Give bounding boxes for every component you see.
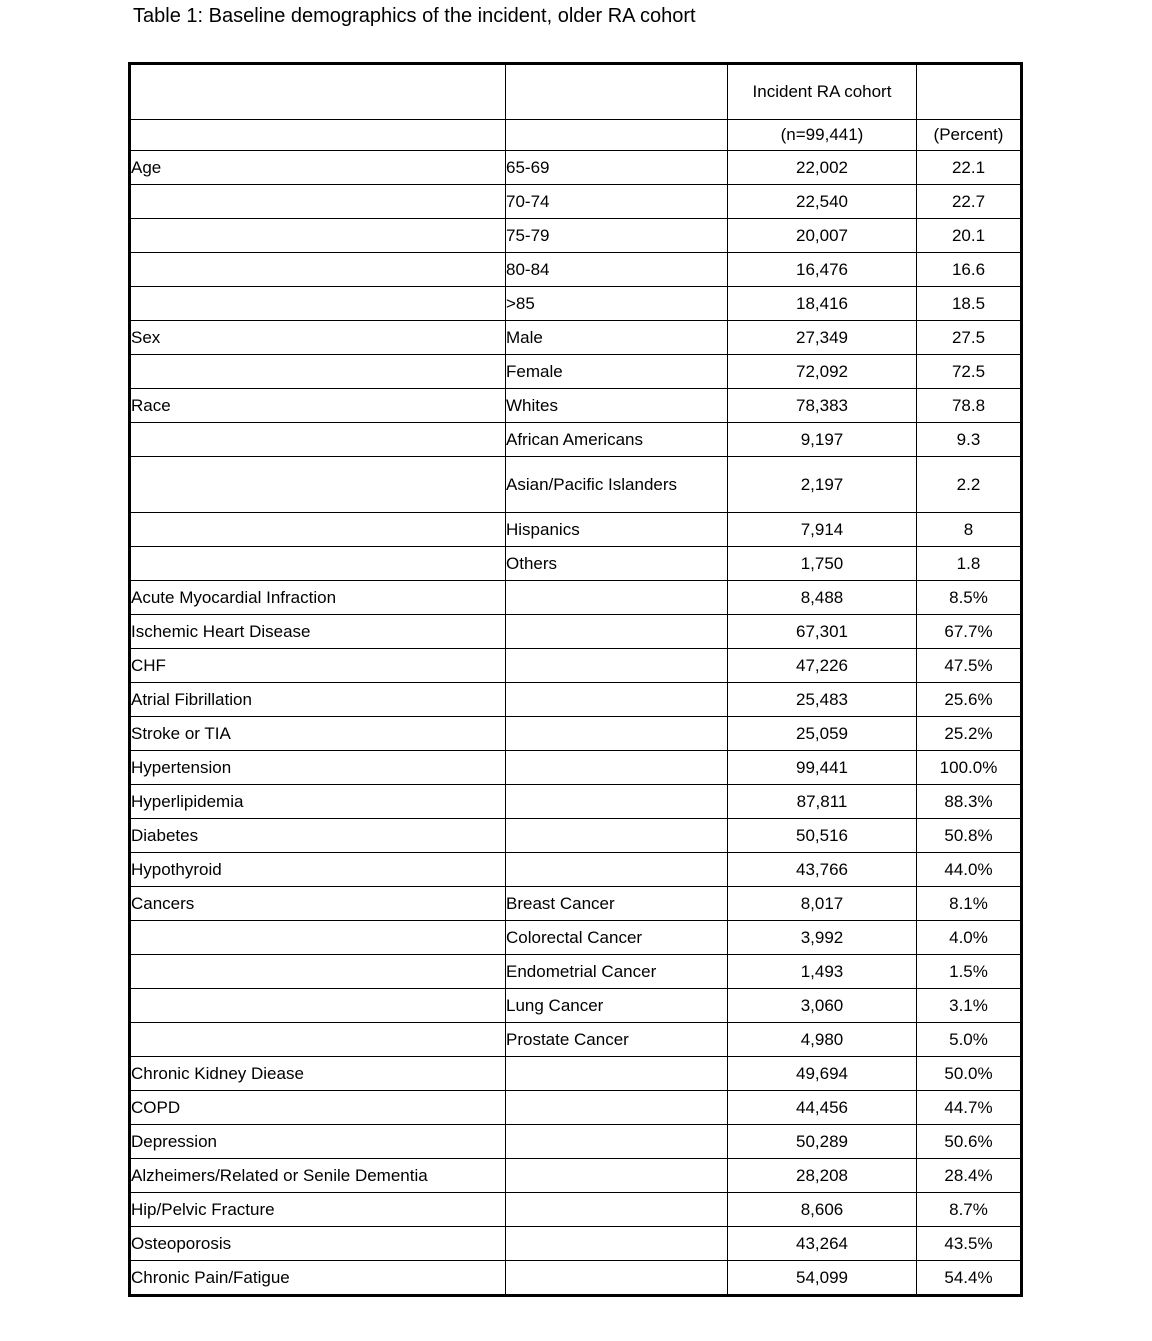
cell-category: [130, 989, 506, 1023]
cell-percent: 54.4%: [917, 1261, 1022, 1296]
cell-percent: 8.7%: [917, 1193, 1022, 1227]
table-row: [130, 185, 1022, 219]
cell-category: [130, 253, 506, 287]
header-empty-cell: [130, 120, 506, 151]
cell-subcategory: 75-79: [506, 219, 728, 253]
cell-percent: 8: [917, 513, 1022, 547]
cell-count: 3,060: [728, 989, 917, 1023]
cell-subcategory: Whites: [506, 389, 728, 423]
table-row: [130, 457, 1022, 513]
table-header: [130, 64, 1022, 151]
cell-count: 3,992: [728, 921, 917, 955]
table-row: [130, 1091, 1022, 1125]
cell-subcategory: Male: [506, 321, 728, 355]
cell-category: [130, 423, 506, 457]
cell-subcategory: [506, 1193, 728, 1227]
cell-percent: 22.7: [917, 185, 1022, 219]
table-row: [130, 321, 1022, 355]
cell-category: CHF: [130, 649, 506, 683]
cell-count: 8,488: [728, 581, 917, 615]
cell-percent: 25.6%: [917, 683, 1022, 717]
cell-category: Hypothyroid: [130, 853, 506, 887]
cell-category: Race: [130, 389, 506, 423]
cell-count: 8,017: [728, 887, 917, 921]
table-row: [130, 785, 1022, 819]
table-title: Table 1: Baseline demographics of the incident, older RA cohort: [133, 5, 696, 27]
cell-count: 43,766: [728, 853, 917, 887]
cell-percent: 4.0%: [917, 921, 1022, 955]
cell-percent: 28.4%: [917, 1159, 1022, 1193]
table-row: [130, 853, 1022, 887]
cell-percent: 18.5: [917, 287, 1022, 321]
cell-category: Stroke or TIA: [130, 717, 506, 751]
table-row: [130, 921, 1022, 955]
header-empty-cell: [130, 64, 506, 120]
table-row: [130, 717, 1022, 751]
cell-subcategory: [506, 751, 728, 785]
table-row: [130, 389, 1022, 423]
table-row: [130, 649, 1022, 683]
cell-percent: 8.1%: [917, 887, 1022, 921]
cell-percent: 100.0%: [917, 751, 1022, 785]
cell-subcategory: 65-69: [506, 151, 728, 185]
cell-category: [130, 955, 506, 989]
demographics-table: [128, 62, 1023, 1297]
cell-subcategory: [506, 717, 728, 751]
cell-subcategory: [506, 1125, 728, 1159]
table-row: [130, 683, 1022, 717]
table-row: [130, 1227, 1022, 1261]
cell-count: 72,092: [728, 355, 917, 389]
cell-subcategory: Lung Cancer: [506, 989, 728, 1023]
table-row: [130, 581, 1022, 615]
cell-count: 22,540: [728, 185, 917, 219]
cell-subcategory: Hispanics: [506, 513, 728, 547]
cell-percent: 3.1%: [917, 989, 1022, 1023]
cell-percent: 88.3%: [917, 785, 1022, 819]
cell-subcategory: Others: [506, 547, 728, 581]
cell-subcategory: [506, 615, 728, 649]
cell-subcategory: Endometrial Cancer: [506, 955, 728, 989]
cell-percent: 20.1: [917, 219, 1022, 253]
cell-count: 47,226: [728, 649, 917, 683]
table-row: [130, 355, 1022, 389]
cell-subcategory: [506, 785, 728, 819]
cell-category: Cancers: [130, 887, 506, 921]
header-empty-cell: [506, 120, 728, 151]
cell-category: Hyperlipidemia: [130, 785, 506, 819]
cell-count: 27,349: [728, 321, 917, 355]
cell-category: Acute Myocardial Infraction: [130, 581, 506, 615]
table-row: [130, 989, 1022, 1023]
cell-count: 50,516: [728, 819, 917, 853]
cell-subcategory: Asian/Pacific Islanders: [506, 457, 728, 513]
cell-category: Chronic Pain/Fatigue: [130, 1261, 506, 1296]
cell-count: 1,750: [728, 547, 917, 581]
cell-subcategory: >85: [506, 287, 728, 321]
cell-category: [130, 547, 506, 581]
cell-percent: 25.2%: [917, 717, 1022, 751]
cell-percent: 47.5%: [917, 649, 1022, 683]
cell-count: 28,208: [728, 1159, 917, 1193]
cell-category: [130, 355, 506, 389]
cell-count: 8,606: [728, 1193, 917, 1227]
table-row: [130, 955, 1022, 989]
cell-category: [130, 219, 506, 253]
cell-category: Age: [130, 151, 506, 185]
cell-percent: 50.0%: [917, 1057, 1022, 1091]
table-row: [130, 1261, 1022, 1296]
cell-category: [130, 457, 506, 513]
cell-category: Chronic Kidney Diease: [130, 1057, 506, 1091]
cell-category: Depression: [130, 1125, 506, 1159]
cell-count: 78,383: [728, 389, 917, 423]
cell-count: 44,456: [728, 1091, 917, 1125]
cell-subcategory: African Americans: [506, 423, 728, 457]
cell-subcategory: Female: [506, 355, 728, 389]
cell-subcategory: 70-74: [506, 185, 728, 219]
cell-category: [130, 1023, 506, 1057]
cell-percent: 43.5%: [917, 1227, 1022, 1261]
cell-subcategory: [506, 1159, 728, 1193]
header-empty-cell: [506, 64, 728, 120]
table-row: [130, 547, 1022, 581]
cell-category: Ischemic Heart Disease: [130, 615, 506, 649]
cell-count: 99,441: [728, 751, 917, 785]
table-row: [130, 253, 1022, 287]
cell-subcategory: [506, 649, 728, 683]
cell-count: 54,099: [728, 1261, 917, 1296]
cell-percent: 8.5%: [917, 581, 1022, 615]
table-row: [130, 513, 1022, 547]
cell-percent: 2.2: [917, 457, 1022, 513]
cell-percent: 50.6%: [917, 1125, 1022, 1159]
table-body: [130, 151, 1022, 1296]
table-row: [130, 615, 1022, 649]
cell-count: 16,476: [728, 253, 917, 287]
cell-percent: 72.5: [917, 355, 1022, 389]
cell-count: 18,416: [728, 287, 917, 321]
cell-category: Hypertension: [130, 751, 506, 785]
cell-count: 20,007: [728, 219, 917, 253]
cell-count: 87,811: [728, 785, 917, 819]
cell-percent: 27.5: [917, 321, 1022, 355]
cell-count: 1,493: [728, 955, 917, 989]
cell-category: [130, 287, 506, 321]
cell-count: 25,059: [728, 717, 917, 751]
header-row-1: [130, 64, 1022, 120]
cell-category: [130, 513, 506, 547]
cell-category: COPD: [130, 1091, 506, 1125]
cell-count: 43,264: [728, 1227, 917, 1261]
cell-subcategory: Prostate Cancer: [506, 1023, 728, 1057]
cell-count: 50,289: [728, 1125, 917, 1159]
cell-percent: 1.5%: [917, 955, 1022, 989]
cell-percent: 9.3: [917, 423, 1022, 457]
cell-subcategory: [506, 1057, 728, 1091]
cell-percent: 1.8: [917, 547, 1022, 581]
table-row: [130, 1125, 1022, 1159]
header-empty-cell: [917, 64, 1022, 120]
table-row: [130, 1159, 1022, 1193]
header-cohort-label: Incident RA cohort: [728, 64, 917, 120]
cell-percent: 44.0%: [917, 853, 1022, 887]
cell-count: 22,002: [728, 151, 917, 185]
cell-count: 9,197: [728, 423, 917, 457]
table-row: [130, 423, 1022, 457]
cell-percent: 50.8%: [917, 819, 1022, 853]
cell-category: Diabetes: [130, 819, 506, 853]
cell-category: [130, 921, 506, 955]
cell-count: 4,980: [728, 1023, 917, 1057]
cell-category: Hip/Pelvic Fracture: [130, 1193, 506, 1227]
cell-category: [130, 185, 506, 219]
cell-subcategory: [506, 1261, 728, 1296]
cell-category: Alzheimers/Related or Senile Dementia: [130, 1159, 506, 1193]
cell-percent: 78.8: [917, 389, 1022, 423]
cell-category: Sex: [130, 321, 506, 355]
table-row: [130, 819, 1022, 853]
table-row: [130, 1057, 1022, 1091]
cell-count: 25,483: [728, 683, 917, 717]
cell-count: 2,197: [728, 457, 917, 513]
cell-category: Atrial Fibrillation: [130, 683, 506, 717]
cell-subcategory: [506, 1091, 728, 1125]
table-row: [130, 1023, 1022, 1057]
table-row: [130, 219, 1022, 253]
cell-count: 7,914: [728, 513, 917, 547]
cell-subcategory: [506, 819, 728, 853]
cell-subcategory: Breast Cancer: [506, 887, 728, 921]
cell-percent: 67.7%: [917, 615, 1022, 649]
cell-subcategory: [506, 1227, 728, 1261]
cell-subcategory: 80-84: [506, 253, 728, 287]
cell-percent: 16.6: [917, 253, 1022, 287]
cell-percent: 5.0%: [917, 1023, 1022, 1057]
header-percent-label: (Percent): [917, 120, 1022, 151]
header-row-2: [130, 120, 1022, 151]
cell-subcategory: [506, 683, 728, 717]
table-row: [130, 887, 1022, 921]
header-n-label: (n=99,441): [728, 120, 917, 151]
table-row: [130, 751, 1022, 785]
cell-subcategory: [506, 853, 728, 887]
table-row: [130, 287, 1022, 321]
table-row: [130, 151, 1022, 185]
cell-count: 49,694: [728, 1057, 917, 1091]
cell-subcategory: [506, 581, 728, 615]
cell-percent: 22.1: [917, 151, 1022, 185]
cell-count: 67,301: [728, 615, 917, 649]
cell-percent: 44.7%: [917, 1091, 1022, 1125]
table-row: [130, 1193, 1022, 1227]
cell-subcategory: Colorectal Cancer: [506, 921, 728, 955]
cell-category: Osteoporosis: [130, 1227, 506, 1261]
